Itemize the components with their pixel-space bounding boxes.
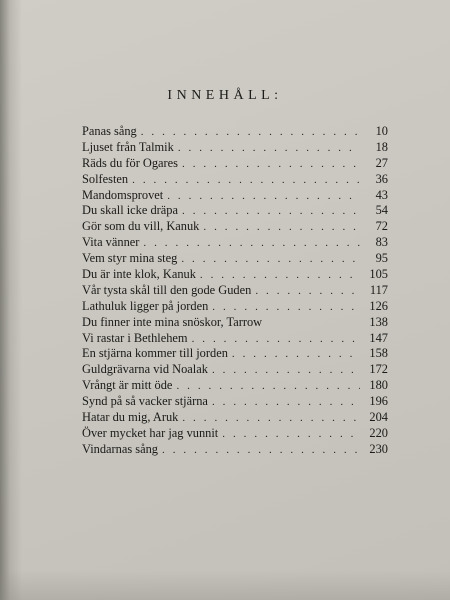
toc-heading: INNEHÅLL:: [167, 88, 283, 103]
toc-entry: [82, 394, 388, 410]
toc-entry: [82, 251, 388, 267]
toc-entry-title: Räds du för Ogares: [82, 155, 179, 170]
toc-entry: [82, 426, 388, 442]
toc-entry-page-number: 126: [369, 298, 388, 313]
toc-entry-page-number: 220: [369, 425, 388, 440]
toc-entry: [82, 283, 388, 299]
toc-entry-title: Lathuluk ligger på jorden: [82, 298, 209, 313]
toc-entry: [82, 267, 388, 283]
toc-entry-leader: [137, 125, 360, 141]
toc-entry-title: Du finner inte mina snöskor, Tarrow: [82, 314, 263, 329]
toc-entry-page-number: 196: [369, 394, 388, 409]
toc-entry-title: En stjärna kommer till jorden: [82, 346, 228, 361]
toc-entry-page-number: 43: [375, 187, 388, 202]
toc-entry-page-number: 54: [375, 203, 388, 218]
toc-entry: [82, 124, 388, 140]
toc-entry-leader: [208, 300, 360, 316]
toc-entry-page-number: 147: [369, 330, 388, 345]
toc-entry-title: Hatar du mig, Aruk: [82, 410, 179, 425]
toc-entry-page-number: 180: [369, 378, 388, 393]
toc-entry-page-number: 138: [369, 314, 388, 329]
toc-entry-title: Gör som du vill, Kanuk: [82, 219, 200, 234]
toc-entry-title: Vår tysta skål till den gode Guden: [82, 282, 252, 297]
toc-entry-page-number: 95: [375, 251, 388, 266]
toc-entry-page-number: 158: [369, 346, 388, 361]
toc-entry-leader: [174, 141, 360, 157]
toc-entry: [82, 188, 388, 204]
toc-entry-leader: [128, 173, 360, 189]
toc-entry-leader: [208, 395, 360, 411]
toc-entry-page-number: 27: [375, 155, 388, 170]
toc-entry-title: Vindarnas sång: [82, 441, 158, 456]
toc-entry-leader: [163, 189, 360, 205]
toc-entry: [82, 156, 388, 172]
toc-entry: [82, 299, 388, 315]
toc-entry: [82, 410, 388, 426]
toc-entry-page-number: 10: [375, 124, 388, 138]
toc-entry: [82, 362, 388, 378]
toc-entry: [82, 315, 388, 331]
toc-entry-leader: [178, 411, 360, 427]
toc-entry: [82, 203, 388, 219]
toc-entry-page-number: 72: [375, 219, 388, 234]
toc-entry: [82, 331, 388, 347]
toc-entry-leader: [177, 252, 360, 268]
toc-entry-title: Solfesten: [82, 171, 129, 186]
toc-entry-page-number: 83: [375, 235, 388, 250]
toc-entry-leader: [188, 332, 360, 348]
toc-entry-page-number: 105: [369, 267, 388, 282]
toc-entry-page-number: 18: [375, 139, 388, 154]
toc-entry-title: Du är inte klok, Kanuk: [82, 267, 196, 282]
toc-entry-leader: [139, 236, 360, 252]
toc-entry: [82, 235, 388, 251]
toc-entry-leader: [178, 157, 360, 173]
toc-entry-page-number: 230: [369, 441, 388, 456]
toc-entry-title: Vi rastar i Bethlehem: [82, 330, 188, 345]
toc-entry-page-number: 36: [375, 171, 388, 186]
toc-entry-title: Ljuset från Talmik: [82, 139, 174, 154]
toc-entry: [82, 442, 388, 458]
toc-entry-page-number: 172: [369, 362, 388, 377]
toc-entry-title: Synd på så vacker stjärna: [82, 394, 208, 409]
toc-entry: [82, 346, 388, 362]
toc-entry-title: Vrångt är mitt öde: [82, 378, 173, 393]
toc-entry-title: Över mycket har jag vunnit: [82, 425, 219, 440]
toc-entry-leader: [158, 443, 360, 459]
toc-entry-title: Vem styr mina steg: [82, 251, 178, 266]
toc-entry-leader: [199, 220, 360, 236]
toc-entry-leader: [218, 427, 360, 443]
toc-entry: [82, 172, 388, 188]
toc-entry-title: Guldgrävarna vid Noalak: [82, 362, 208, 377]
toc-entry-title: Mandomsprovet: [82, 187, 164, 202]
toc-list: [82, 124, 388, 458]
toc-entry-leader: [251, 284, 360, 300]
toc-entry-title: Vita vänner: [82, 235, 140, 250]
toc-entry-page-number: 204: [369, 410, 388, 425]
toc-entry-leader: [228, 347, 360, 363]
toc-entry: [82, 378, 388, 394]
toc-entry-page-number: 117: [369, 282, 388, 297]
toc-entry-leader: [196, 268, 360, 284]
toc-entry: [82, 219, 388, 235]
toc-entry: [82, 140, 388, 156]
toc-entry-leader: [178, 204, 360, 220]
page-bottom-shadow: [0, 570, 450, 600]
toc-entry-leader: [172, 379, 360, 395]
toc-entry-leader: [208, 363, 360, 379]
toc-entry-title: Du skall icke dräpa: [82, 203, 178, 218]
toc-entry-title: Panas sång: [82, 124, 137, 138]
